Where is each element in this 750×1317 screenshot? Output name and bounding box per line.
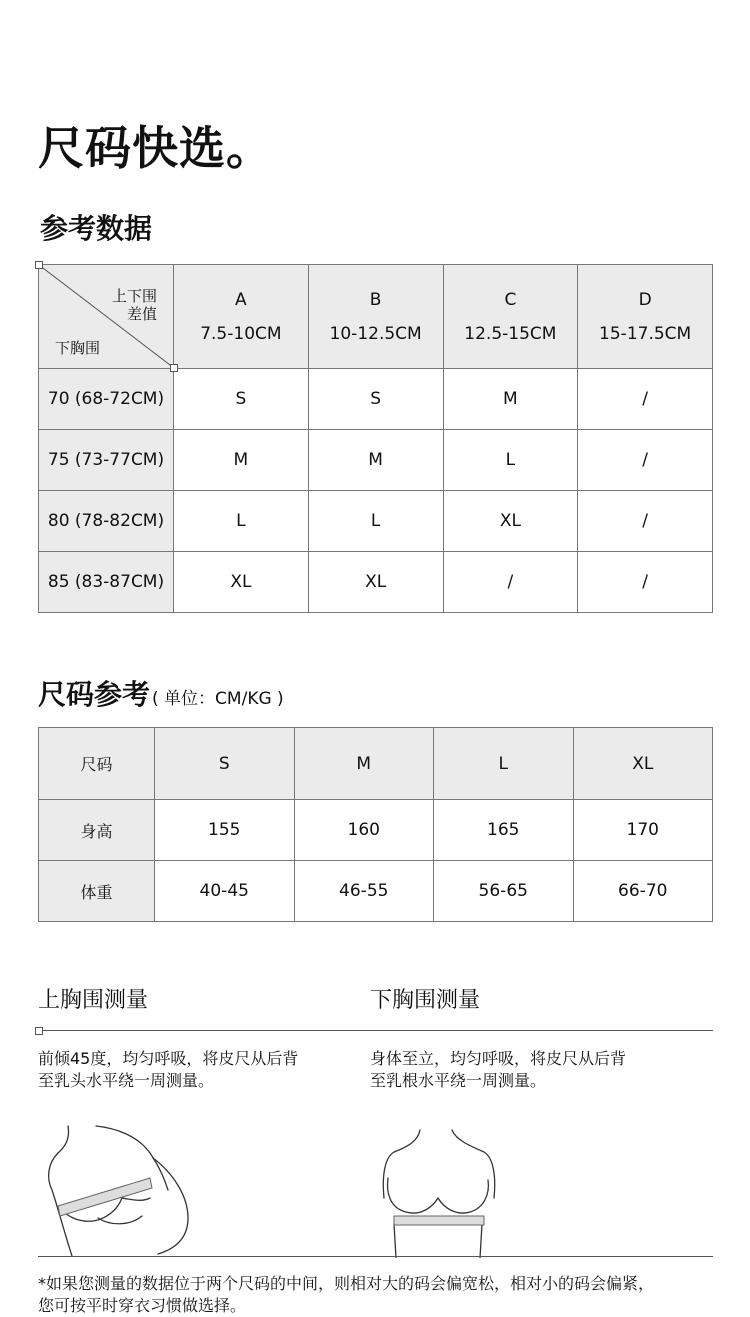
table-row bbox=[39, 369, 713, 430]
cup-header-b: B 10-12.5CM bbox=[308, 265, 443, 369]
table-cell: S bbox=[174, 369, 309, 430]
footnote: *如果您测量的数据位于两个尺码的中间，则相对大的码会偏宽松，相对小的码会偏紧， 您可按平时穿衣习惯做选择。 bbox=[38, 1274, 655, 1315]
row-label: 身高 bbox=[39, 800, 155, 861]
table-cell: 160 bbox=[294, 800, 434, 861]
table-cell: L bbox=[308, 491, 443, 552]
table-cell: S bbox=[308, 369, 443, 430]
table-row bbox=[39, 430, 713, 491]
row-label: 尺码 bbox=[39, 728, 155, 800]
row-label: 体重 bbox=[39, 861, 155, 922]
lower-bust-illustration bbox=[380, 1128, 500, 1258]
cup-header-c: C 12.5-15CM bbox=[443, 265, 578, 369]
size-reference-table bbox=[38, 727, 713, 922]
table-cell: 66-70 bbox=[573, 861, 713, 922]
table-cell: 170 bbox=[573, 800, 713, 861]
size-section-title: 尺码参考 ( 单位：CM/KG ) bbox=[38, 678, 284, 711]
divider bbox=[38, 1030, 713, 1031]
ref-section-title: 参考数据 bbox=[40, 212, 153, 245]
table-cell: / bbox=[578, 552, 713, 613]
table-cell: XL bbox=[443, 491, 578, 552]
table-cell: 56-65 bbox=[434, 861, 574, 922]
lower-measure-title: 下胸围测量 bbox=[370, 988, 481, 1013]
table-cell: 165 bbox=[434, 800, 574, 861]
table-cell: M bbox=[294, 728, 434, 800]
table-cell: / bbox=[578, 430, 713, 491]
table-cell: XL bbox=[573, 728, 713, 800]
table-row bbox=[39, 491, 713, 552]
divider bbox=[38, 1256, 713, 1257]
table-cell: / bbox=[578, 491, 713, 552]
upper-measure-desc: 前倾45度，均匀呼吸，将皮尺从后背 至乳头水平绕一周测量。 bbox=[38, 1049, 299, 1090]
table-cell: S bbox=[155, 728, 295, 800]
table-cell: / bbox=[443, 552, 578, 613]
cup-header-a: A 7.5-10CM bbox=[174, 265, 309, 369]
row-label: 85 (83-87CM) bbox=[39, 552, 174, 613]
table-row bbox=[39, 861, 713, 922]
page-title: 尺码快选。 bbox=[38, 121, 273, 175]
table-row bbox=[39, 800, 713, 861]
corner-bottom-label: 下胸围 bbox=[55, 339, 101, 357]
table-cell: / bbox=[578, 369, 713, 430]
table-cell: L bbox=[443, 430, 578, 491]
row-label: 75 (73-77CM) bbox=[39, 430, 174, 491]
corner-handle-dot bbox=[35, 261, 43, 269]
row-label: 70 (68-72CM) bbox=[39, 369, 174, 430]
lower-measure-desc: 身体至立，均匀呼吸，将皮尺从后背 至乳根水平绕一周测量。 bbox=[370, 1049, 627, 1090]
upper-bust-illustration bbox=[38, 1118, 208, 1258]
table-row bbox=[39, 728, 713, 800]
upper-measure-title: 上胸围测量 bbox=[38, 988, 149, 1013]
table-cell: XL bbox=[308, 552, 443, 613]
row-label: 80 (78-82CM) bbox=[39, 491, 174, 552]
corner-handle-dot bbox=[35, 1027, 43, 1035]
table-cell: 40-45 bbox=[155, 861, 295, 922]
table-cell: L bbox=[434, 728, 574, 800]
reference-size-table bbox=[38, 264, 713, 613]
table-cell: M bbox=[174, 430, 309, 491]
table-cell: M bbox=[308, 430, 443, 491]
table-cell: XL bbox=[174, 552, 309, 613]
corner-top-label: 上下围 差值 bbox=[111, 287, 157, 323]
cup-header-d: D 15-17.5CM bbox=[578, 265, 713, 369]
table-cell: 46-55 bbox=[294, 861, 434, 922]
table-cell: L bbox=[174, 491, 309, 552]
table-row bbox=[39, 552, 713, 613]
table-cell: M bbox=[443, 369, 578, 430]
corner-handle-dot bbox=[170, 364, 178, 372]
unit-label: ( 单位：CM/KG ) bbox=[152, 689, 284, 709]
table-cell: 155 bbox=[155, 800, 295, 861]
diagonal-header-cell bbox=[39, 265, 174, 369]
